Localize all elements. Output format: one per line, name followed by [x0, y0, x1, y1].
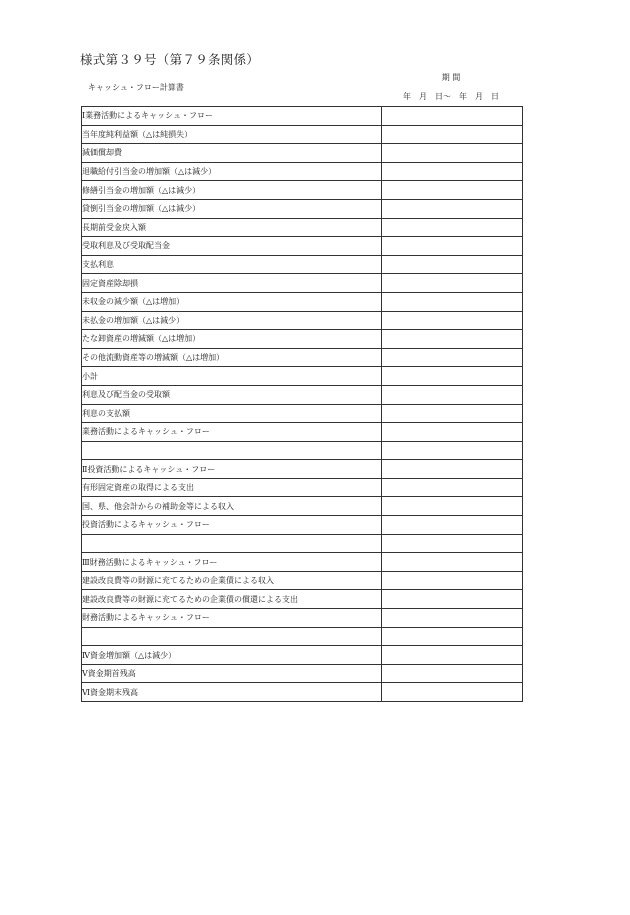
section-number: Ⅵ: [82, 687, 91, 697]
amount-cell: [382, 646, 523, 665]
amount-cell: [382, 460, 523, 479]
row-label: 資金増加額（△は減少）: [90, 650, 177, 660]
row-label: 業務活動によるキャッシュ・フロー: [82, 427, 210, 437]
section-number: Ⅳ: [82, 650, 90, 660]
table-row: [82, 385, 523, 404]
row-label: 財務活動によるキャッシュ・フロー: [89, 557, 218, 567]
amount-cell: [382, 162, 523, 181]
row-label: 資金期末残高: [90, 687, 139, 697]
amount-cell: [382, 330, 523, 349]
row-label-cell: [82, 107, 382, 126]
section-row: [82, 107, 523, 126]
amount-cell: [382, 237, 523, 256]
row-label: 資金期首残高: [87, 669, 136, 679]
row-label-cell: [82, 404, 382, 423]
amount-cell: [382, 478, 523, 497]
row-label-cell: [82, 478, 382, 497]
amount-cell: [382, 274, 523, 293]
row-label: たな卸資産の増減額（△は増加）: [82, 334, 201, 344]
table-row: [82, 590, 523, 609]
table-row: [82, 367, 523, 386]
table-row: [82, 144, 523, 163]
table-row: [82, 274, 523, 293]
amount-cell: [382, 199, 523, 218]
section-row: [82, 664, 523, 683]
row-label: 財務活動によるキャッシュ・フロー: [82, 613, 210, 623]
row-label: 当年度純利益額（△は純損失）: [82, 129, 193, 139]
row-label: 未収金の減少額（△は増加）: [82, 297, 185, 307]
row-label-cell: [82, 516, 382, 535]
amount-cell: [382, 497, 523, 516]
row-label: 未払金の増加額（△は減少）: [82, 315, 185, 325]
amount-cell: [382, 348, 523, 367]
table-row: [82, 311, 523, 330]
amount-cell: [382, 553, 523, 572]
row-label: 建設改良費等の財源に充てるための企業債による収入: [82, 576, 274, 586]
period-range: 年 月 日～ 年 月 日: [403, 92, 499, 101]
row-label: 修繕引当金の増加額（△は減少）: [82, 185, 201, 195]
row-label-cell: [82, 274, 382, 293]
table-row: [82, 199, 523, 218]
row-label: 利息の支払額: [82, 408, 130, 418]
blank-row: [82, 441, 523, 460]
amount-cell: [382, 144, 523, 163]
amount-cell: [382, 590, 523, 609]
row-label: 減価償却費: [82, 148, 122, 158]
table-row: [82, 423, 523, 442]
row-label-cell: [82, 218, 382, 237]
amount-cell: [382, 423, 523, 442]
row-label: 利息及び配当金の受取額: [82, 390, 170, 400]
row-label: その他流動資産等の増減額（△は増加）: [82, 353, 225, 363]
row-label-cell: [82, 125, 382, 144]
table-row: [82, 478, 523, 497]
amount-cell: [382, 255, 523, 274]
row-label-cell: [82, 460, 382, 479]
document-name: キャッシュ・フロー計算書: [88, 83, 184, 92]
row-label-cell: [82, 385, 382, 404]
table-row: [82, 330, 523, 349]
row-label-cell: [82, 627, 382, 646]
row-label-cell: [82, 181, 382, 200]
amount-cell: [382, 571, 523, 590]
row-label-cell: [82, 553, 382, 572]
section-row: [82, 460, 523, 479]
amount-cell: [382, 627, 523, 646]
cash-flow-table-body: [82, 107, 523, 702]
row-label-cell: [82, 348, 382, 367]
table-row: [82, 348, 523, 367]
row-label: 支払利息: [82, 260, 114, 270]
table-row: [82, 404, 523, 423]
row-label: 国、県、他会計からの補助金等による収入: [82, 501, 234, 511]
row-label-cell: [82, 144, 382, 163]
row-label-cell: [82, 237, 382, 256]
table-row: [82, 162, 523, 181]
row-label-cell: [82, 311, 382, 330]
amount-cell: [382, 516, 523, 535]
row-label-cell: [82, 534, 382, 553]
table-row: [82, 125, 523, 144]
row-label-cell: [82, 683, 382, 702]
amount-cell: [382, 311, 523, 330]
row-label-cell: [82, 571, 382, 590]
row-label: 退職給付引当金の増加額（△は減少）: [82, 167, 217, 177]
cash-flow-table: [81, 106, 523, 702]
period-label: 期 間: [441, 73, 461, 82]
row-label: 有形固定資産の取得による支出: [82, 483, 194, 493]
row-label-cell: [82, 162, 382, 181]
amount-cell: [382, 404, 523, 423]
section-number: Ⅲ: [82, 557, 90, 567]
amount-cell: [382, 181, 523, 200]
row-label-cell: [82, 292, 382, 311]
amount-cell: [382, 107, 523, 126]
row-label-cell: [82, 590, 382, 609]
table-row: [82, 218, 523, 237]
table-row: [82, 609, 523, 628]
row-label: 受取利息及び受取配当金: [82, 241, 170, 251]
amount-cell: [382, 441, 523, 460]
table-row: [82, 237, 523, 256]
amount-cell: [382, 367, 523, 386]
row-label: 小計: [82, 371, 98, 381]
row-label-cell: [82, 423, 382, 442]
table-row: [82, 497, 523, 516]
row-label-cell: [82, 609, 382, 628]
amount-cell: [382, 664, 523, 683]
section-number: Ⅱ: [82, 464, 88, 474]
row-label: 固定資産除却損: [82, 278, 138, 288]
amount-cell: [382, 534, 523, 553]
section-row: [82, 553, 523, 572]
section-row: [82, 683, 523, 702]
amount-cell: [382, 292, 523, 311]
table-row: [82, 181, 523, 200]
table-row: [82, 516, 523, 535]
section-number: Ⅰ: [82, 111, 86, 121]
table-row: [82, 292, 523, 311]
row-label-cell: [82, 255, 382, 274]
row-label: 建設改良費等の財源に充てるための企業債の償還による支出: [82, 594, 298, 604]
form-title: 様式第３９号（第７９条関係）: [80, 52, 260, 67]
table-row: [82, 571, 523, 590]
amount-cell: [382, 125, 523, 144]
row-label: 投資活動によるキャッシュ・フロー: [82, 520, 210, 530]
row-label-cell: [82, 497, 382, 516]
row-label-cell: [82, 646, 382, 665]
amount-cell: [382, 609, 523, 628]
row-label-cell: [82, 199, 382, 218]
table-row: [82, 255, 523, 274]
row-label-cell: [82, 664, 382, 683]
amount-cell: [382, 385, 523, 404]
row-label: 業務活動によるキャッシュ・フロー: [85, 111, 214, 121]
section-row: [82, 646, 523, 665]
row-label: 長期前受金戻入額: [82, 222, 146, 232]
section-number: Ⅴ: [82, 669, 88, 679]
row-label: 投資活動によるキャッシュ・フロー: [87, 464, 216, 474]
amount-cell: [382, 683, 523, 702]
blank-row: [82, 627, 523, 646]
row-label-cell: [82, 330, 382, 349]
amount-cell: [382, 218, 523, 237]
row-label: 貸倒引当金の増加額（△は減少）: [82, 204, 201, 214]
row-label-cell: [82, 441, 382, 460]
row-label-cell: [82, 367, 382, 386]
blank-row: [82, 534, 523, 553]
